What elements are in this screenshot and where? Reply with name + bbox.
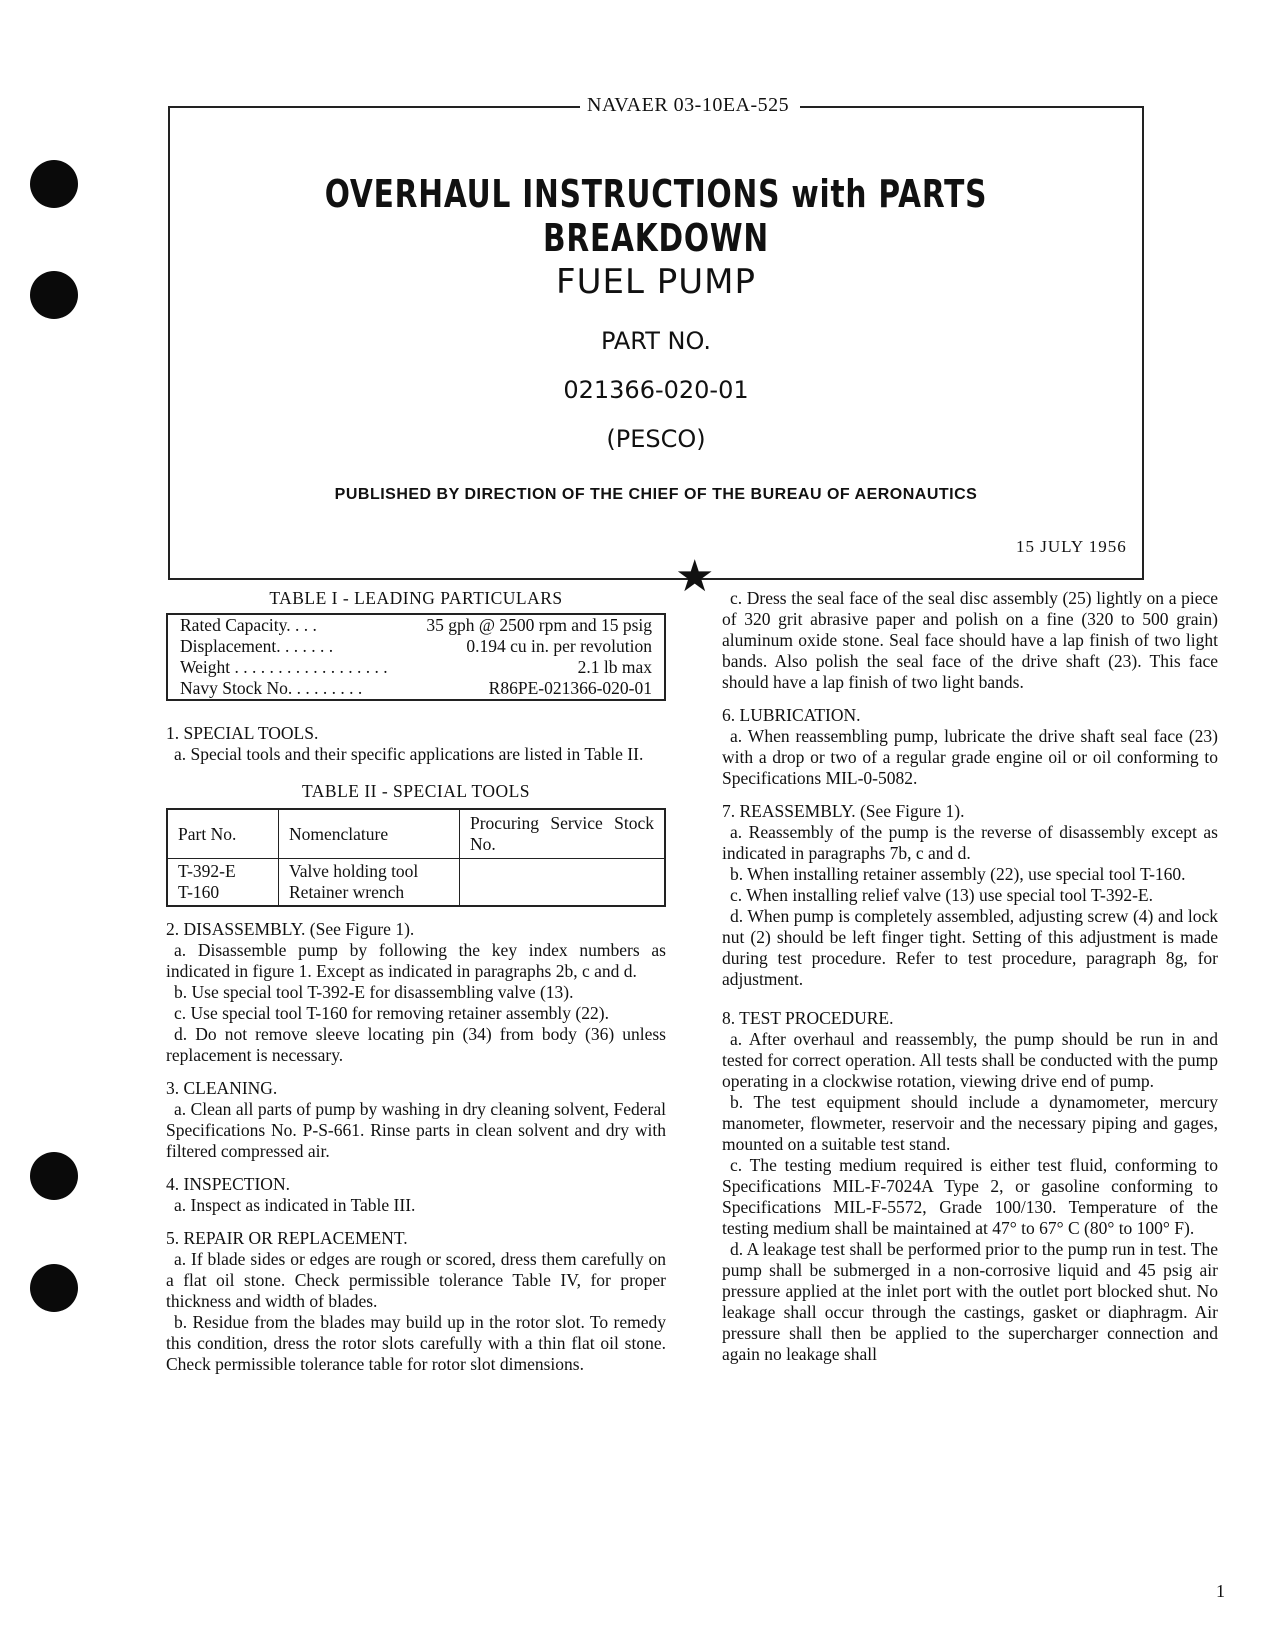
right-column	[722, 588, 1218, 1365]
left-column	[166, 588, 666, 1375]
section-heading: 4. INSPECTION.	[166, 1174, 290, 1194]
paragraph: a. Special tools and their specific applications are listed in Table II.	[174, 744, 644, 764]
row-value: 2.1 lb max	[577, 657, 652, 677]
binder-hole	[30, 1152, 78, 1200]
paragraph: c. When installing relief valve (13) use special tool T-392-E.	[730, 885, 1153, 905]
paragraph: d. Do not remove sleeve locating pin (34) from body (36) unless replacement is necessary.	[166, 1024, 666, 1065]
section-heading: 2. DISASSEMBLY. (See Figure 1).	[166, 919, 415, 939]
row-value: R86PE-021366-020-01	[488, 678, 652, 698]
binder-hole	[30, 1264, 78, 1312]
table1-caption: TABLE I - LEADING PARTICULARS	[269, 588, 563, 608]
table-row	[167, 859, 665, 907]
paragraph: a. Reassembly of the pump is the reverse of disassembly except as indicated in paragraphs 7b, c and d.	[722, 822, 1218, 863]
nomenclature-cell: Retainer wrench	[289, 882, 405, 902]
table-row	[167, 636, 665, 657]
row-value: 35 gph @ 2500 rpm and 15 psig	[426, 615, 652, 635]
paragraph: b. When installing retainer assembly (22), use special tool T-160.	[730, 864, 1186, 884]
row-label: Rated Capacity. . . .	[180, 615, 317, 635]
paragraph: c. Dress the seal face of the seal disc assembly (25) lightly on a piece of 320 grit abrasive paper and polish on a fine (320 to 500 grain) aluminum oxide stone. Seal face should have a lap finish of two light bands. Also polish the seal face of the drive shaft (23). This face should have a lap finish of two light bands.	[722, 588, 1218, 692]
column-header: Nomenclature	[279, 809, 460, 859]
row-value: 0.194 cu in. per revolution	[466, 636, 652, 656]
row-label: Navy Stock No. . . . . . . . .	[180, 678, 363, 698]
page-number: 1	[1216, 1581, 1225, 1601]
paragraph: a. When reassembling pump, lubricate the drive shaft seal face (23) with a drop or two of a regular grade engine oil or oil conforming to Specifications MIL-0-5082.	[722, 726, 1218, 788]
part-number-cell: T-392-E	[178, 861, 236, 881]
section-heading: 6. LUBRICATION.	[722, 705, 861, 725]
paragraph: d. A leakage test shall be performed prior to the pump run in test. The pump shall be submerged in a non-corrosive liquid and 45 psig air pressure applied at the inlet port with the outlet port blocked shut. No leakage shall occur through the castings, gasket or diaphragm. Air pressure shall then be applied to the supercharger connection and again no leakage shall	[722, 1239, 1218, 1364]
table-row	[167, 614, 665, 636]
section-heading: 8. TEST PROCEDURE.	[722, 1008, 894, 1028]
table-header-row	[167, 809, 665, 859]
paragraph: b. The test equipment should include a dynamometer, mercury manometer, flowmeter, reservoir and the necessary piping and gages, mounted on a suitable test stand.	[722, 1092, 1218, 1154]
stock-no-cell	[460, 859, 666, 907]
paragraph: a. After overhaul and reassembly, the pump should be run in and tested for correct operation. All tests shall be conducted with the pump operating in a clockwise rotation, viewing drive end of pump.	[722, 1029, 1218, 1091]
section-heading: 5. REPAIR OR REPLACEMENT.	[166, 1228, 408, 1248]
row-label: Weight . . . . . . . . . . . . . . . . . .	[180, 657, 388, 677]
column-header: Procuring Service Stock No.	[460, 809, 666, 859]
star-icon: ★	[675, 552, 715, 601]
section-heading: 7. REASSEMBLY. (See Figure 1).	[722, 801, 965, 821]
paragraph: b. Use special tool T-392-E for disassembling valve (13).	[174, 982, 574, 1002]
nomenclature-cell: Valve holding tool	[289, 861, 419, 881]
table2-caption: TABLE II - SPECIAL TOOLS	[301, 781, 531, 801]
special-tools-table	[166, 808, 666, 907]
column-header: Part No.	[167, 809, 279, 859]
frame-top-rule	[800, 106, 1144, 108]
paragraph: a. Disassemble pump by following the key index numbers as indicated in figure 1. Except as indicated in paragraphs 2b, c and d.	[166, 940, 666, 981]
table-row	[167, 678, 665, 700]
paragraph: b. Residue from the blades may build up in the rotor slot. To remedy this condition, dress the rotor slots carefully with a thin flat oil stone. Check permissible tolerance table for rotor slot dimensions.	[166, 1312, 666, 1374]
document-number: NAVAER 03-10EA-525	[583, 94, 793, 117]
paragraph: a. Inspect as indicated in Table III.	[174, 1195, 416, 1215]
part-number: 021366-020-01	[563, 376, 749, 404]
part-label: PART NO.	[600, 327, 712, 355]
part-cell	[167, 859, 279, 907]
paragraph: c. Use special tool T-160 for removing retainer assembly (22).	[174, 1003, 609, 1023]
binder-hole	[30, 160, 78, 208]
published-by: PUBLISHED BY DIRECTION OF THE CHIEF OF THE BUREAU OF AERONAUTICS	[334, 486, 978, 503]
frame-top-rule	[168, 106, 580, 108]
section-heading: 1. SPECIAL TOOLS.	[166, 723, 319, 743]
subject-title: FUEL PUMP	[556, 262, 756, 302]
name-cell	[279, 859, 460, 907]
part-number-cell: T-160	[178, 882, 220, 902]
binder-hole	[30, 271, 78, 319]
section-heading: 3. CLEANING.	[166, 1078, 278, 1098]
publication-date: 15 JULY 1956	[1016, 537, 1127, 556]
paragraph: a. Clean all parts of pump by washing in dry cleaning solvent, Federal Specifications No. P-S-661. Rinse parts in clean solvent and dry with filtered compressed air.	[166, 1099, 666, 1161]
page-title: OVERHAUL INSTRUCTIONS with PARTS BREAKDOWN	[324, 172, 988, 260]
paragraph: d. When pump is completely assembled, adjusting screw (4) and lock nut (2) should be left finger tight. Setting of this adjustment is made during test procedure. Refer to test procedure, paragraph 8g, for adjustment.	[722, 906, 1218, 989]
row-label: Displacement. . . . . . .	[180, 636, 334, 656]
table-row	[167, 657, 665, 678]
leading-particulars-table	[166, 613, 666, 701]
paragraph: a. If blade sides or edges are rough or scored, dress them carefully on a flat oil stone. Check permissible tolerance Table IV, for proper thickness and width of blades.	[166, 1249, 666, 1311]
paragraph: c. The testing medium required is either test fluid, conforming to Specifications MIL-F-7024A Type 2, or gasoline conforming to Specifications MIL-F-5572, Grade 100/130. Temperature of the testing medium shall be maintained at 47° to 67° C (80° to 100° F).	[722, 1155, 1218, 1238]
manufacturer: (PESCO)	[606, 425, 706, 453]
